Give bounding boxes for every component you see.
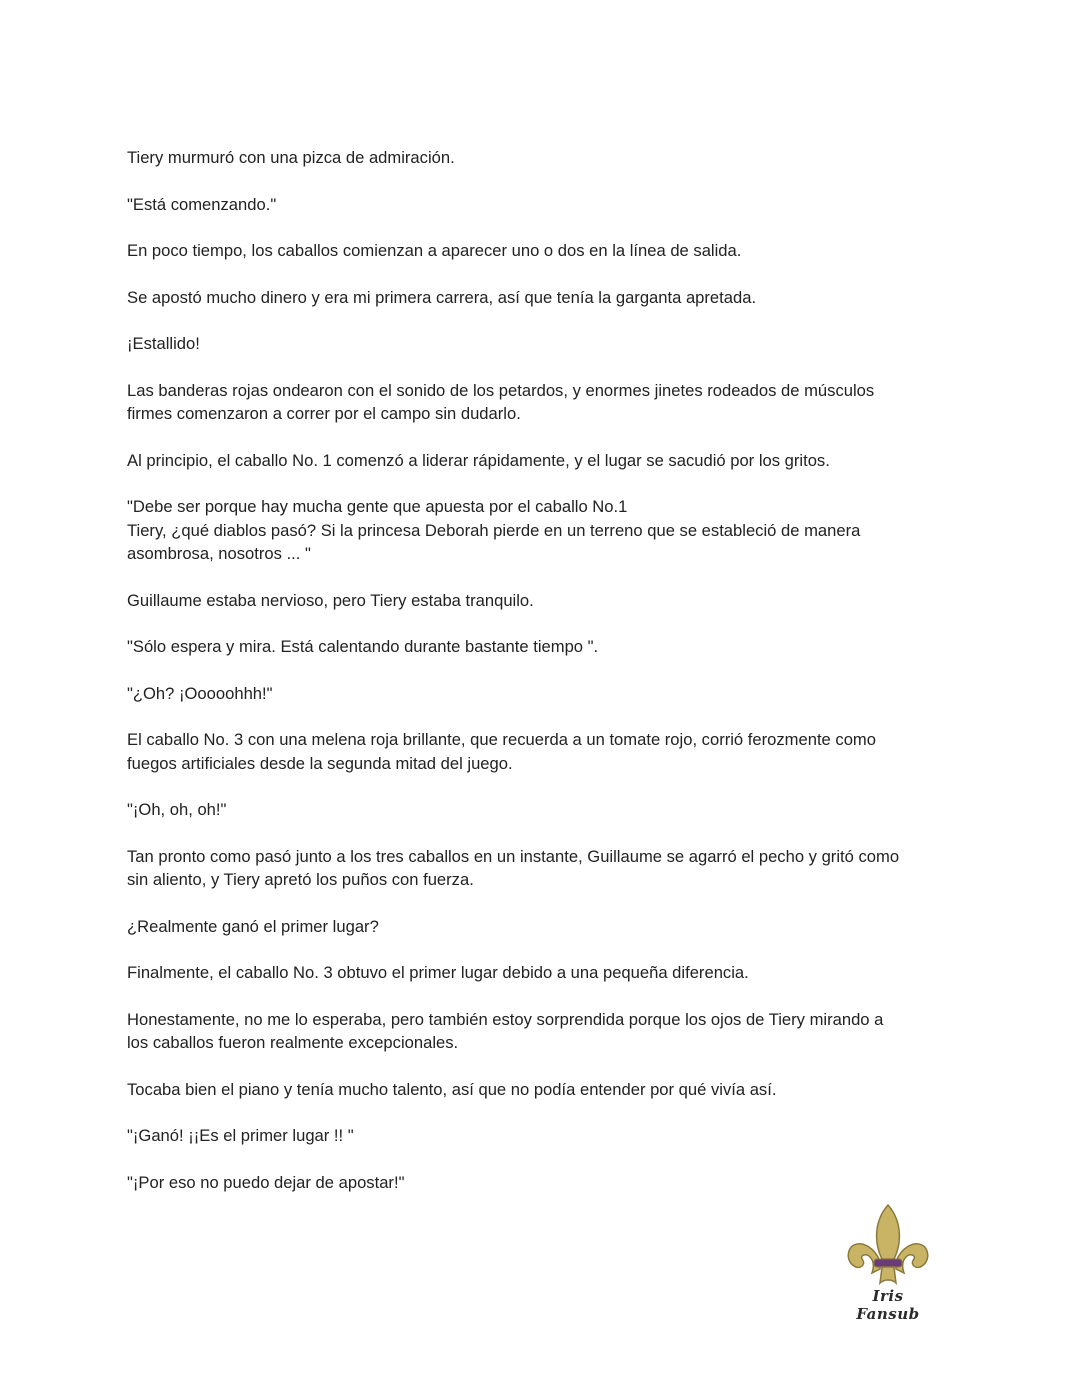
paragraph-7: Al principio, el caballo No. 1 comenzó a liderar rápidamente, y el lugar se sacudió por los gritos. xyxy=(127,450,830,470)
paragraph-13: "¡Oh, oh, oh!" xyxy=(127,800,227,819)
paragraph-17: Honestamente, no me lo esperaba, pero también estoy sorprendida porque los ojos de Tiery mirando a los caballos fueron realmente excepcionales. xyxy=(127,1009,884,1052)
paragraph-1: Tiery murmuró con una pizca de admiración. xyxy=(127,148,455,167)
paragraph-5: ¡Estallido! xyxy=(127,334,200,353)
paragraph-11: "¿Oh? ¡Ooooohhh!" xyxy=(127,683,273,703)
paragraph-19: "¡Ganó! ¡¡Es el primer lugar !! " xyxy=(127,1126,354,1145)
paragraph-12: El caballo No. 3 con una melena roja brillante, que recuerda a un tomate rojo, corrió ferozmente como fuegos artificiales desde la segunda mitad del juego. xyxy=(127,730,876,773)
paragraph-2: "Está comenzando." xyxy=(127,194,277,214)
paragraph-20: "¡Por eso no puedo dejar de apostar!" xyxy=(127,1172,405,1192)
paragraph-10: "Sólo espera y mira. Está calentando durante bastante tiempo ". xyxy=(127,637,599,656)
fleur-de-lis-icon xyxy=(844,1203,932,1291)
document-body xyxy=(127,146,957,1217)
paragraph-4: Se apostó mucho dinero y era mi primera carrera, así que tenía la garganta apretada. xyxy=(127,287,757,307)
paragraph-16: Finalmente, el caballo No. 3 obtuvo el primer lugar debido a una pequeña diferencia. xyxy=(127,963,749,982)
paragraph-9: Guillaume estaba nervioso, pero Tiery estaba tranquilo. xyxy=(127,590,534,610)
watermark-text: Iris Fansub xyxy=(856,1287,920,1323)
paragraph-3: En poco tiempo, los caballos comienzan a aparecer uno o dos en la línea de salida. xyxy=(127,241,742,260)
paragraph-15: ¿Realmente ganó el primer lugar? xyxy=(127,916,379,936)
paragraph-14: Tan pronto como pasó junto a los tres caballos en un instante, Guillaume se agarró el pecho y gritó como sin aliento, y Tiery apretó los puños con fuerza. xyxy=(127,846,900,889)
paragraph-8: "Debe ser porque hay mucha gente que apuesta por el caballo No.1 Tiery, ¿qué diablos pasó? Si la princesa Deborah pierde en un terreno que se estableció de manera asombrosa, nosotros ... " xyxy=(127,497,861,563)
paragraph-6: Las banderas rojas ondearon con el sonido de los petardos, y enormes jinetes rodeados de músculos firmes comenzaron a correr por el campo sin dudarlo. xyxy=(127,380,875,423)
watermark-logo xyxy=(838,1203,938,1323)
paragraph-18: Tocaba bien el piano y tenía mucho talento, así que no podía entender por qué vivía así. xyxy=(127,1079,777,1099)
